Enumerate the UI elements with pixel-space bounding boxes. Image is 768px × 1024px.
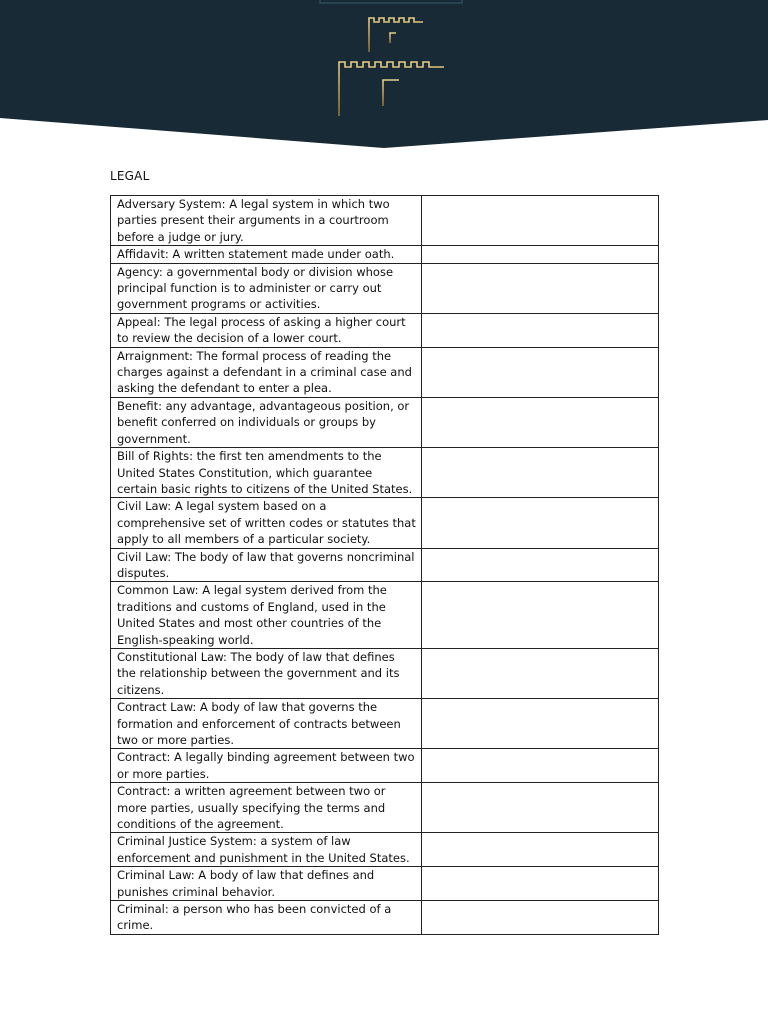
answer-cell bbox=[422, 901, 659, 935]
answer-cell bbox=[422, 448, 659, 498]
definition-cell: Civil Law: A legal system based on a comprehensive set of written codes or statutes that apply to all members of a particular society. bbox=[111, 498, 422, 548]
answer-cell bbox=[422, 867, 659, 901]
answer-cell bbox=[422, 263, 659, 313]
answer-cell bbox=[422, 498, 659, 548]
table-row bbox=[111, 833, 659, 867]
answer-cell bbox=[422, 313, 659, 347]
section-title: LEGAL bbox=[110, 169, 150, 183]
definition-cell: Criminal Justice System: a system of law enforcement and punishment in the United States. bbox=[111, 833, 422, 867]
definition-cell: Affidavit: A written statement made under oath. bbox=[111, 246, 422, 263]
table-row bbox=[111, 901, 659, 935]
table-row bbox=[111, 582, 659, 649]
definition-cell: Arraignment: The formal process of reading the charges against a defendant in a criminal case and asking the defendant to enter a plea. bbox=[111, 347, 422, 397]
header-banner bbox=[0, 0, 768, 150]
definition-cell: Benefit: any advantage, advantageous position, or benefit conferred on individuals or groups by government. bbox=[111, 397, 422, 447]
table-row bbox=[111, 263, 659, 313]
table-row bbox=[111, 448, 659, 498]
answer-cell bbox=[422, 833, 659, 867]
definition-cell: Constitutional Law: The body of law that defines the relationship between the government and its citizens. bbox=[111, 648, 422, 698]
table-row bbox=[111, 648, 659, 698]
table-row bbox=[111, 313, 659, 347]
definition-cell: Civil Law: The body of law that governs noncriminal disputes. bbox=[111, 548, 422, 582]
table-row bbox=[111, 347, 659, 397]
glossary-table bbox=[110, 195, 659, 935]
table-row bbox=[111, 246, 659, 263]
answer-cell bbox=[422, 648, 659, 698]
table-row bbox=[111, 699, 659, 749]
answer-cell bbox=[422, 347, 659, 397]
table-row bbox=[111, 867, 659, 901]
definition-cell: Criminal: a person who has been convicted of a crime. bbox=[111, 901, 422, 935]
table-row bbox=[111, 397, 659, 447]
definition-cell: Appeal: The legal process of asking a higher court to review the decision of a lower court. bbox=[111, 313, 422, 347]
answer-cell bbox=[422, 246, 659, 263]
answer-cell bbox=[422, 397, 659, 447]
answer-cell bbox=[422, 548, 659, 582]
definition-cell: Criminal Law: A body of law that defines and punishes criminal behavior. bbox=[111, 867, 422, 901]
definition-cell: Contract Law: A body of law that governs the formation and enforcement of contracts between two or more parties. bbox=[111, 699, 422, 749]
definition-cell: Adversary System: A legal system in which two parties present their arguments in a courtroom before a judge or jury. bbox=[111, 196, 422, 246]
definition-cell: Contract: a written agreement between two or more parties, usually specifying the terms and conditions of the agreement. bbox=[111, 783, 422, 833]
answer-cell bbox=[422, 582, 659, 649]
table-row bbox=[111, 548, 659, 582]
table-row bbox=[111, 749, 659, 783]
table-row bbox=[111, 783, 659, 833]
definition-cell: Contract: A legally binding agreement between two or more parties. bbox=[111, 749, 422, 783]
answer-cell bbox=[422, 699, 659, 749]
definition-cell: Common Law: A legal system derived from the traditions and customs of England, used in the United States and most other countries of the English-speaking world. bbox=[111, 582, 422, 649]
answer-cell bbox=[422, 196, 659, 246]
definition-cell: Bill of Rights: the first ten amendments to the United States Constitution, which guarantee certain basic rights to citizens of the United States. bbox=[111, 448, 422, 498]
definition-cell: Agency: a governmental body or division whose principal function is to administer or carry out government programs or activities. bbox=[111, 263, 422, 313]
answer-cell bbox=[422, 783, 659, 833]
table-row bbox=[111, 498, 659, 548]
table-row bbox=[111, 196, 659, 246]
page-header bbox=[0, 0, 768, 150]
answer-cell bbox=[422, 749, 659, 783]
